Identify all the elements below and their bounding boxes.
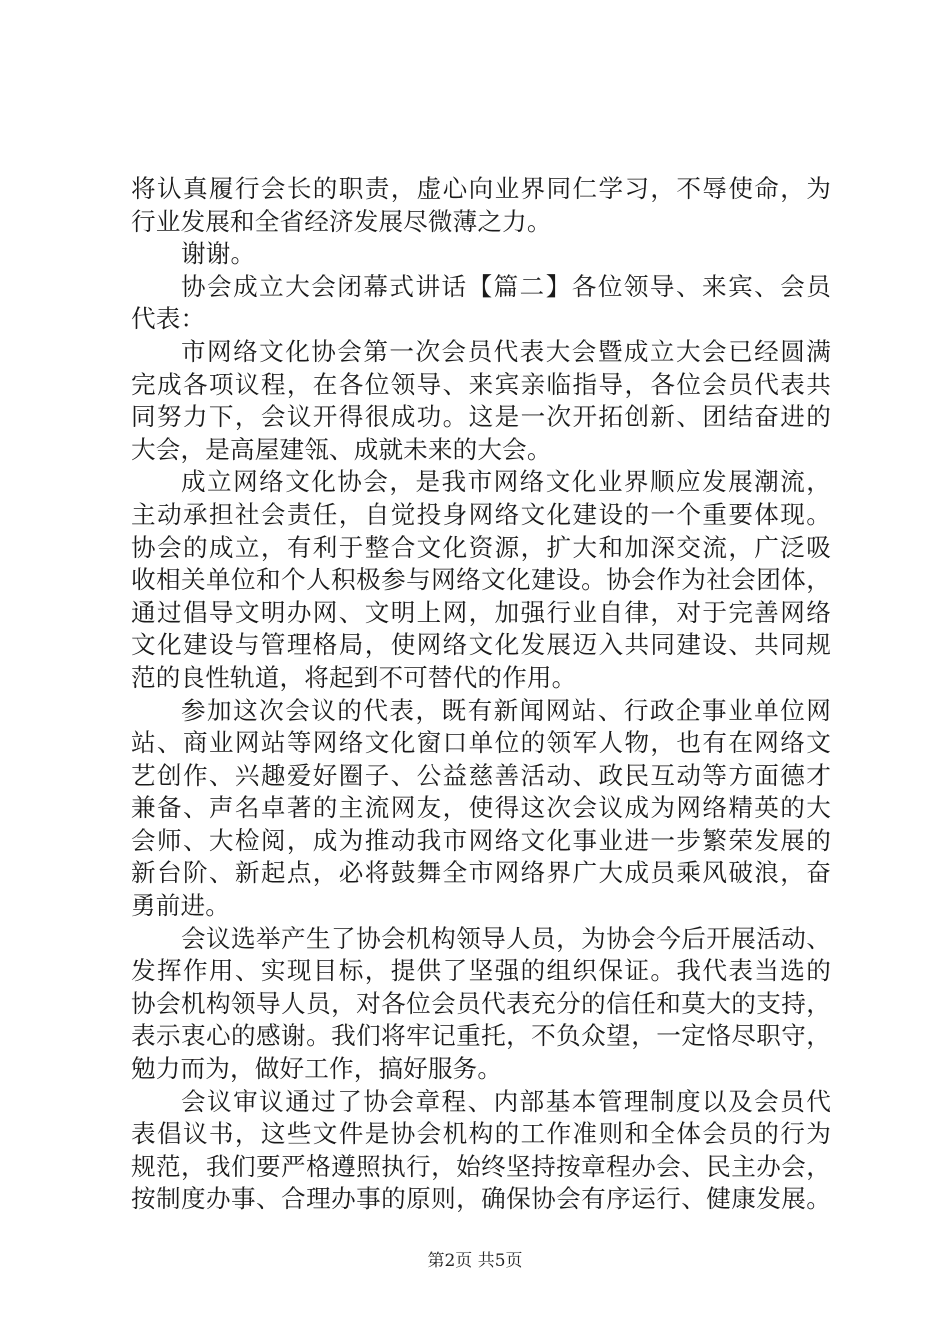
text-line: 收相关单位和个人积极参与网络文化建设。协会作为社会团体， [131,565,831,595]
text-line: 表示衷心的感谢。我们将牢记重托，不负众望，一定恪尽职守， [131,1021,831,1051]
text-line: 文化建设与管理格局，使网络文化发展迈入共同建设、共同规 [131,630,831,660]
text-line: 参加这次会议的代表，既有新闻网站、行政企事业单位网 [181,695,831,725]
text-line: 勇前进。 [131,891,230,921]
text-line: 表倡议书，这些文件是协会机构的工作准则和全体会员的行为 [131,1119,831,1149]
text-line: 成立网络文化协会，是我市网络文化业界顺应发展潮流， [181,467,831,497]
text-line: 将认真履行会长的职责，虚心向业界同仁学习，不辱使命，为 [131,174,831,203]
text-line: 新台阶、新起点，必将鼓舞全市网络界广大成员乘风破浪，奋 [131,858,831,888]
text-line: 协会机构领导人员，对各位会员代表充分的信任和莫大的支持， [131,988,831,1018]
text-line: 通过倡导文明办网、文明上网，加强行业自律，对于完善网络 [131,597,831,627]
text-line: 市网络文化协会第一次会员代表大会暨成立大会已经圆满 [181,336,831,366]
text-line: 谢谢。 [181,239,256,269]
text-line: 站、商业网站等网络文化窗口单位的领军人物，也有在网络文 [131,728,831,758]
text-line: 大会，是高屋建瓴、成就未来的大会。 [131,434,552,464]
text-line: 协会成立大会闭幕式讲话【篇二】各位领导、来宾、会员 [181,271,831,301]
page-number-footer: 第2页 共5页 [427,1251,523,1271]
text-line: 艺创作、兴趣爱好圈子、公益慈善活动、政民互动等方面德才 [131,760,831,790]
text-line: 会议选举产生了协会机构领导人员，为协会今后开展活动、 [181,923,831,953]
text-line: 完成各项议程，在各位领导、来宾亲临指导，各位会员代表共 [131,369,831,399]
text-line: 勉力而为，做好工作，搞好服务。 [131,1054,503,1084]
text-line: 兼备、声名卓著的主流网友，使得这次会议成为网络精英的大 [131,793,831,823]
text-line: 发挥作用、实现目标，提供了坚强的组织保证。我代表当选的 [131,956,831,986]
text-line: 按制度办事、合理办事的原则，确保协会有序运行、健康发展。 [131,1184,831,1214]
text-line: 代表： [131,304,206,334]
body-text [131,173,831,1216]
text-line: 协会的成立，有利于整合文化资源，扩大和加深交流，广泛吸 [131,532,831,562]
text-line: 同努力下，会议开得很成功。这是一次开拓创新、团结奋进的 [131,402,831,432]
text-line: 范的良性轨道，将起到不可替代的作用。 [131,662,577,692]
text-line: 会议审议通过了协会章程、内部基本管理制度以及会员代 [181,1086,831,1116]
text-line: 规范，我们要严格遵照执行，始终坚持按章程办会、民主办会， [131,1151,831,1181]
text-line: 会师、大检阅，成为推动我市网络文化事业进一步繁荣发展的 [131,825,831,855]
text-line: 行业发展和全省经济发展尽微薄之力。 [131,206,552,236]
text-line: 主动承担社会责任，自觉投身网络文化建设的一个重要体现。 [131,499,831,529]
